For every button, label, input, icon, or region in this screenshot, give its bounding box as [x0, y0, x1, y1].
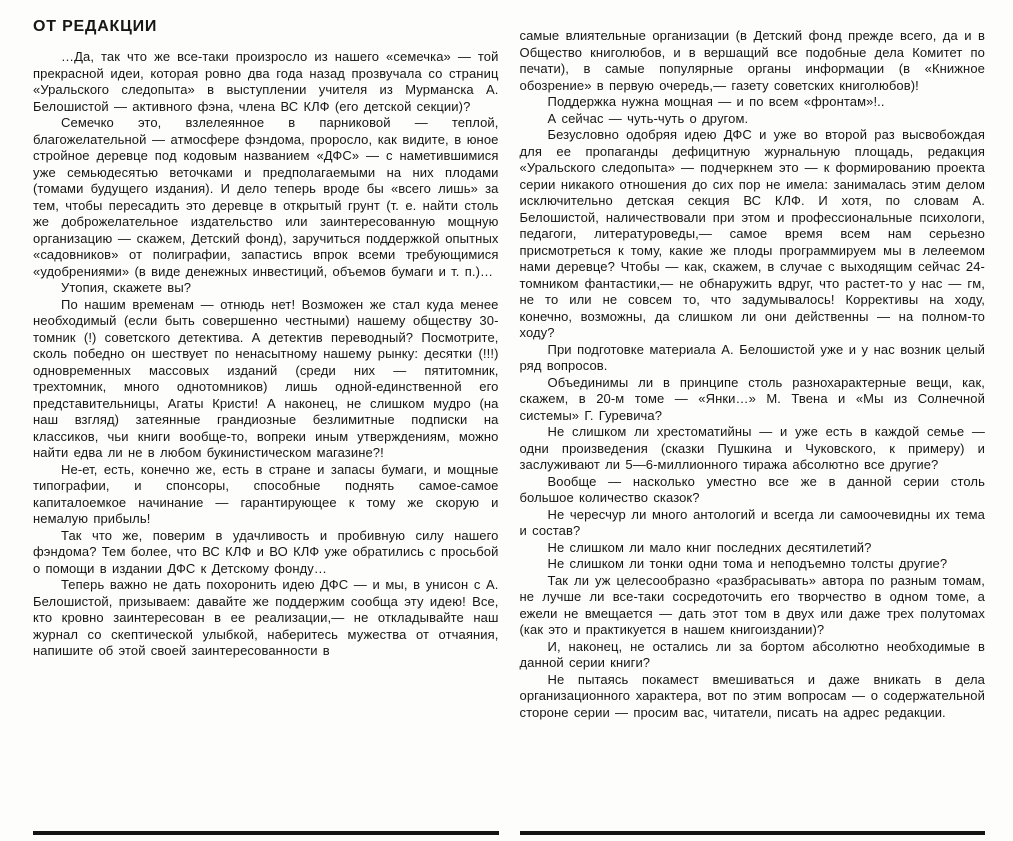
paragraph: Утопия, скажете вы?: [61, 280, 192, 295]
paragraph: Не чересчур ли много антологий и всегда ли самоочевидны их тема и состав?: [519, 506, 985, 538]
paragraph: Поддержка нужна мощная — и по всем «фронтам»!..: [547, 94, 885, 109]
two-column-layout: [33, 18, 985, 721]
paragraph: Вообще — насколько уместно все же в данной серии столь большое количество сказок?: [519, 473, 985, 505]
paragraph-continuation: самые влиятельные организации (в Детский фонд прежде всего, да и в Общество книголюбов, и в вершащий все подобные дела Комитет по печати), в самые популярные органы информации (в «Книжное обозрение» в первую очередь,— газету советских книголюбов)!: [519, 28, 985, 93]
paragraph: Так ли уж целесообразно «разбрасывать» автора по разным томам, не лучше ли все-таки сосредоточить его творчество в одном томе, а ежели не вмещается — дать этот том в двух или даже трех полутомах (как это и практикуется в нашем книгоиздании)?: [519, 572, 985, 637]
left-column: [33, 18, 499, 721]
paragraph: Объединимы ли в принципе столь разнохарактерные вещи, как, скажем, в 20-м томе — «Янки…» М. Твена и «Мы из Солнечной системы» Г. Гуревича?: [519, 374, 985, 423]
paragraph: Теперь важно не дать похоронить идею ДФС — и мы, в унисон с А. Белошистой, призываем: давайте же поддержим сообща эту идею! Все, кто кровно заинтересован в ее реализации,— не откладывайте наш журнал со скептической улыбкой, наберитесь мужества от отчаяния, напишите об этой своей заинтересованности в: [33, 577, 499, 658]
bottom-rule-right: [520, 831, 986, 835]
paragraph: Не пытаясь покамест вмешиваться и даже вникать в дела организационного характера, вот по этим вопросам — о содержательной стороне серии — просим вас, читатели, писать на адрес редакции.: [519, 671, 985, 720]
paragraph: Семечко это, взлелеянное в парниковой — теплой, благожелательной — атмосфере фэндома, проросло, как видите, в юное стройное деревце под кодовым названием «ДФС» — с наметившимися уже семьюдесятью веточками и предполагаемыми на них плодами (томами будущего издания). И дело теперь вроде бы «всего лишь» за тем, чтобы пересадить это деревце в открытый грунт (т. е. найти столь же доброжелательное издательство или заинтересованную мощную организацию — скажем, Детский фонд), заручиться поддержкой опытных «садовников» от полиграфии, запастись впрок всеми требующимися «удобрениями» (в виде денежных инвестиций, объемов бумаги и т. п.)…: [33, 115, 499, 279]
paragraph: А сейчас — чуть-чуть о другом.: [547, 110, 749, 126]
paragraph: По нашим временам — отнюдь нет! Возможен же стал куда менее необходимый (если быть совершенно честными) нашему обществу 30-томник (!) советского детектива. А детектив переводный? Посмотрите, сколь победно он шествует по ненасытному нашему рынку: десятки (!!!) одновременных массовых изданий (среди них — пятитомник, трехтомник, много однотомников) лишь одной-единственной его представительницы, Агаты Кристи! А наконец, не слишком мудро (на наш взгляд) затеянные грандиозные безлимитные подписки на классиков, чьи книги вообще-то, вопреки иным утверждениям, можно найти едва ли не в любом букинистическом магазине?!: [33, 296, 499, 460]
right-column: [520, 18, 986, 721]
paragraph: И, наконец, не остались ли за бортом абсолютно необходимые в данной серии книги?: [519, 638, 985, 670]
bottom-rules: [33, 831, 985, 835]
paragraph: Не слишком ли мало книг последних десятилетий?: [547, 539, 872, 555]
paragraph: …Да, так что же все-таки произросло из нашего «семечка» — той прекрасной идеи, которая ровно два года назад прозвучала со страниц «Уральского следопыта» в выступлении учителя из Мурманска А. Белошистой — активного фэна, члена ВС КЛФ (его детской секции)?: [33, 49, 499, 114]
paragraph: При подготовке материала А. Белошистой уже и у нас возник целый ряд вопросов.: [519, 341, 985, 373]
paragraph: Не слишком ли тонки одни тома и неподъемно толсты другие?: [547, 556, 948, 571]
paragraph: Не слишком ли хрестоматийны — и уже есть в каждой семье — одни произведения (сказки Пушкина и Чуковского, к примеру) и заслуживают ли 5—6-миллионного тиража абсолютно все другие?: [519, 424, 985, 472]
page-title: ОТ РЕДАКЦИИ: [33, 18, 158, 35]
paragraph: Безусловно одобряя идею ДФС и уже во второй раз высвобождая для ее пропаганды дефицитную журнальную площадь, редакция «Уральского следопыта» — подчеркнем это — к формированию проекта серии никакого отношения до сих пор не имела: занималась этим делом исключительно детская секция ВС КЛФ. И хотя, по словам А. Белошистой, наличествовали при этом и профессиональные психологи, педагоги, литературоведы,— самое время всем нам серьезно присмотреться к тому, какие же плоды программируем мы в лелеемом нами деревце? Чтобы — как, скажем, в случае с выходящим сейчас 24-томником фантастики,— не обнаружить вдруг, что растет-то у нас — гм, не то или не совсем то, что задумывалось! Коррективы на ходу, конечно, возможны, да слишком ли они действенны — на полном-то ходу?: [519, 127, 985, 340]
paragraph: Не-ет, есть, конечно же, есть в стране и запасы бумаги, и мощные типографии, и спонсоры, способные поднять самое-самое капиталоемкое начинание — гарантирующее к тому же скорую и немалую прибыль!: [33, 461, 499, 526]
bottom-rule-left: [33, 831, 499, 835]
paragraph: Так что же, поверим в удачливость и пробивную силу нашего фэндома? Тем более, что ВС КЛФ и ВО КЛФ уже обратились с просьбой о помощи в издании ДФС к Детскому фонду…: [33, 527, 499, 576]
